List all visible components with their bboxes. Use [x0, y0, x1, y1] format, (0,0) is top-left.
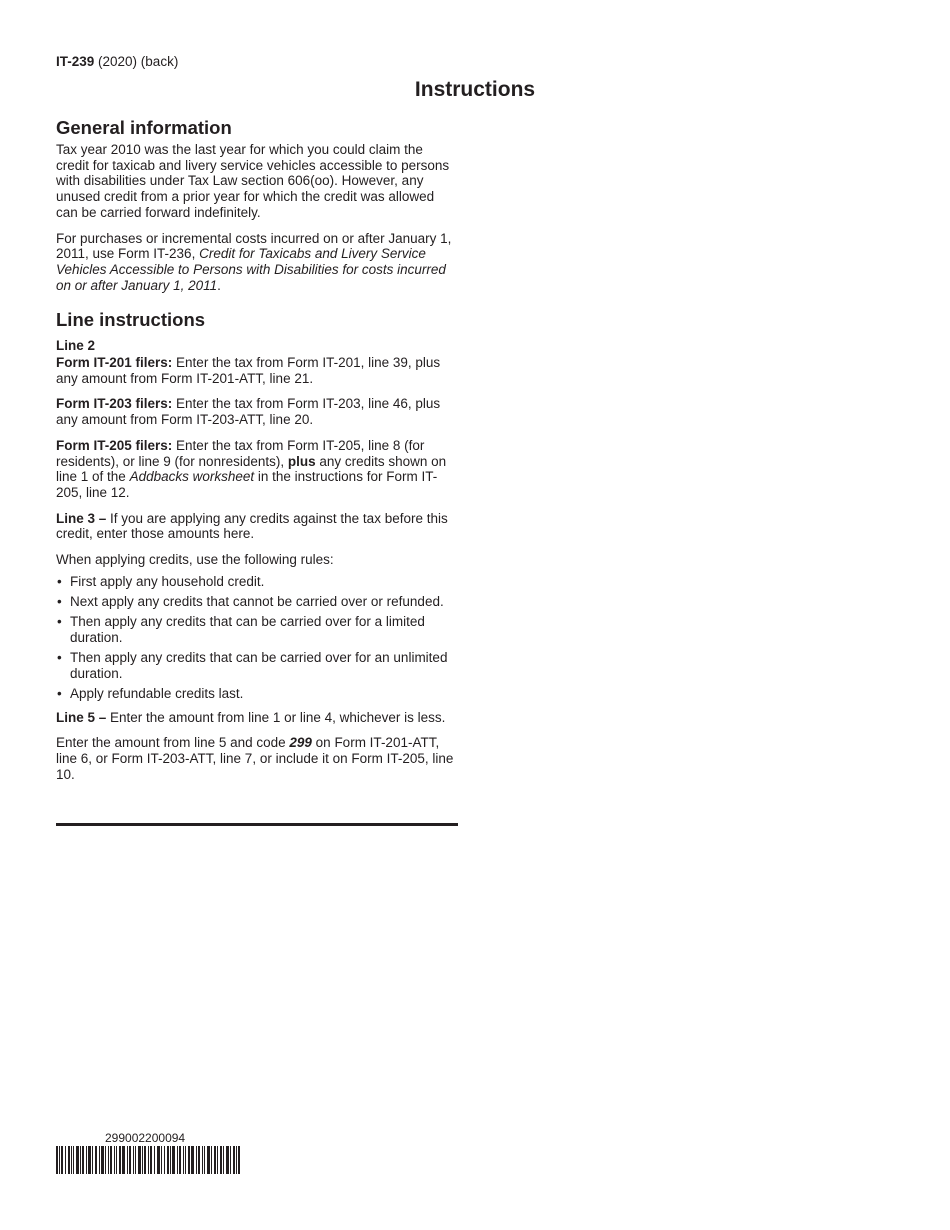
line3-label: Line 3 – [56, 510, 107, 526]
it203-text: Enter the tax from Form IT-203, line 46, plus any amount from Form IT-203-ATT, line 20. [56, 396, 441, 428]
general-paragraph-2 [56, 231, 458, 294]
final-text-1: Enter the amount from line 5 and code [56, 735, 290, 751]
it201-label: Form IT-201 filers: [56, 355, 173, 371]
credit-code: 299 [289, 735, 312, 751]
credit-rules-list [56, 574, 458, 702]
form-year-side: (2020) (back) [94, 54, 179, 69]
line5-text: Enter the amount from line 1 or line 4, whichever is less. [106, 709, 446, 725]
addbacks-worksheet: Addbacks worksheet [129, 469, 255, 485]
final-text-2: on Form IT-201-ATT, line 6, or Form IT-203-ATT, line 7, or include it on Form IT-205, line 10. [56, 735, 454, 782]
list-item: • Then apply any credits that can be carried over for a limited duration. [56, 614, 458, 645]
barcode-number: 299002200094 [105, 1131, 186, 1145]
form-it236-title: Credit for Taxicabs and Livery Service Vehicles Accessible to Persons with Disabilities for costs incurred on or after January 1, 2011 [56, 246, 446, 293]
barcode [56, 1146, 240, 1174]
line3-text: If you are applying any credits against the tax before this credit, enter those amounts here. [56, 510, 448, 542]
it201-filers-paragraph [56, 355, 458, 386]
it201-text: Enter the tax from Form IT-201, line 39, plus any amount from Form IT-201-ATT, line 21. [56, 355, 441, 386]
it205-text-2: any credits shown on line 1 of the [56, 453, 447, 485]
it205-label: Form IT-205 filers: [56, 437, 173, 453]
list-item: • Apply refundable credits last. [56, 686, 458, 702]
form-identifier [56, 54, 178, 69]
general-p2-end: . [217, 277, 221, 293]
list-item: • Then apply any credits that can be carried over for an unlimited duration. [56, 650, 458, 681]
section-divider [56, 823, 458, 826]
it205-text-3: in the instructions for Form IT-205, line 12. [56, 469, 438, 500]
general-p2-text: For purchases or incremental costs incurred on or after January 1, 2011, use Form IT-236, [56, 230, 452, 262]
list-item: • Next apply any credits that cannot be carried over or refunded. [56, 594, 458, 610]
line3-paragraph [56, 511, 458, 542]
line5-label: Line 5 – [56, 709, 107, 725]
line2-heading: Line 2 [56, 338, 96, 354]
line5-paragraph [56, 710, 458, 726]
form-number: IT-239 [56, 54, 95, 69]
it205-filers-paragraph [56, 438, 458, 501]
general-information-heading: General information [56, 117, 232, 138]
it205-text-1: Enter the tax from Form IT-205, line 8 (for residents), or line 9 (for nonresidents), [56, 437, 425, 469]
instructions-column [56, 117, 458, 793]
it203-filers-paragraph [56, 396, 458, 427]
it203-label: Form IT-203 filers: [56, 396, 173, 412]
line-instructions-heading: Line instructions [56, 309, 206, 331]
rules-intro: When applying credits, use the following rules: [56, 552, 334, 568]
page-title: Instructions [414, 78, 536, 101]
it205-plus: plus [287, 453, 316, 469]
final-paragraph [56, 735, 458, 782]
list-item: • First apply any household credit. [56, 574, 458, 590]
general-paragraph-1: Tax year 2010 was the last year for which you could claim the credit for taxicab and livery service vehicles accessible to persons with disabilities under Tax Law section 606(oo). However, any unused credit from a prior year for which the credit was allowed can be carried forward indefinitely. [56, 142, 450, 220]
